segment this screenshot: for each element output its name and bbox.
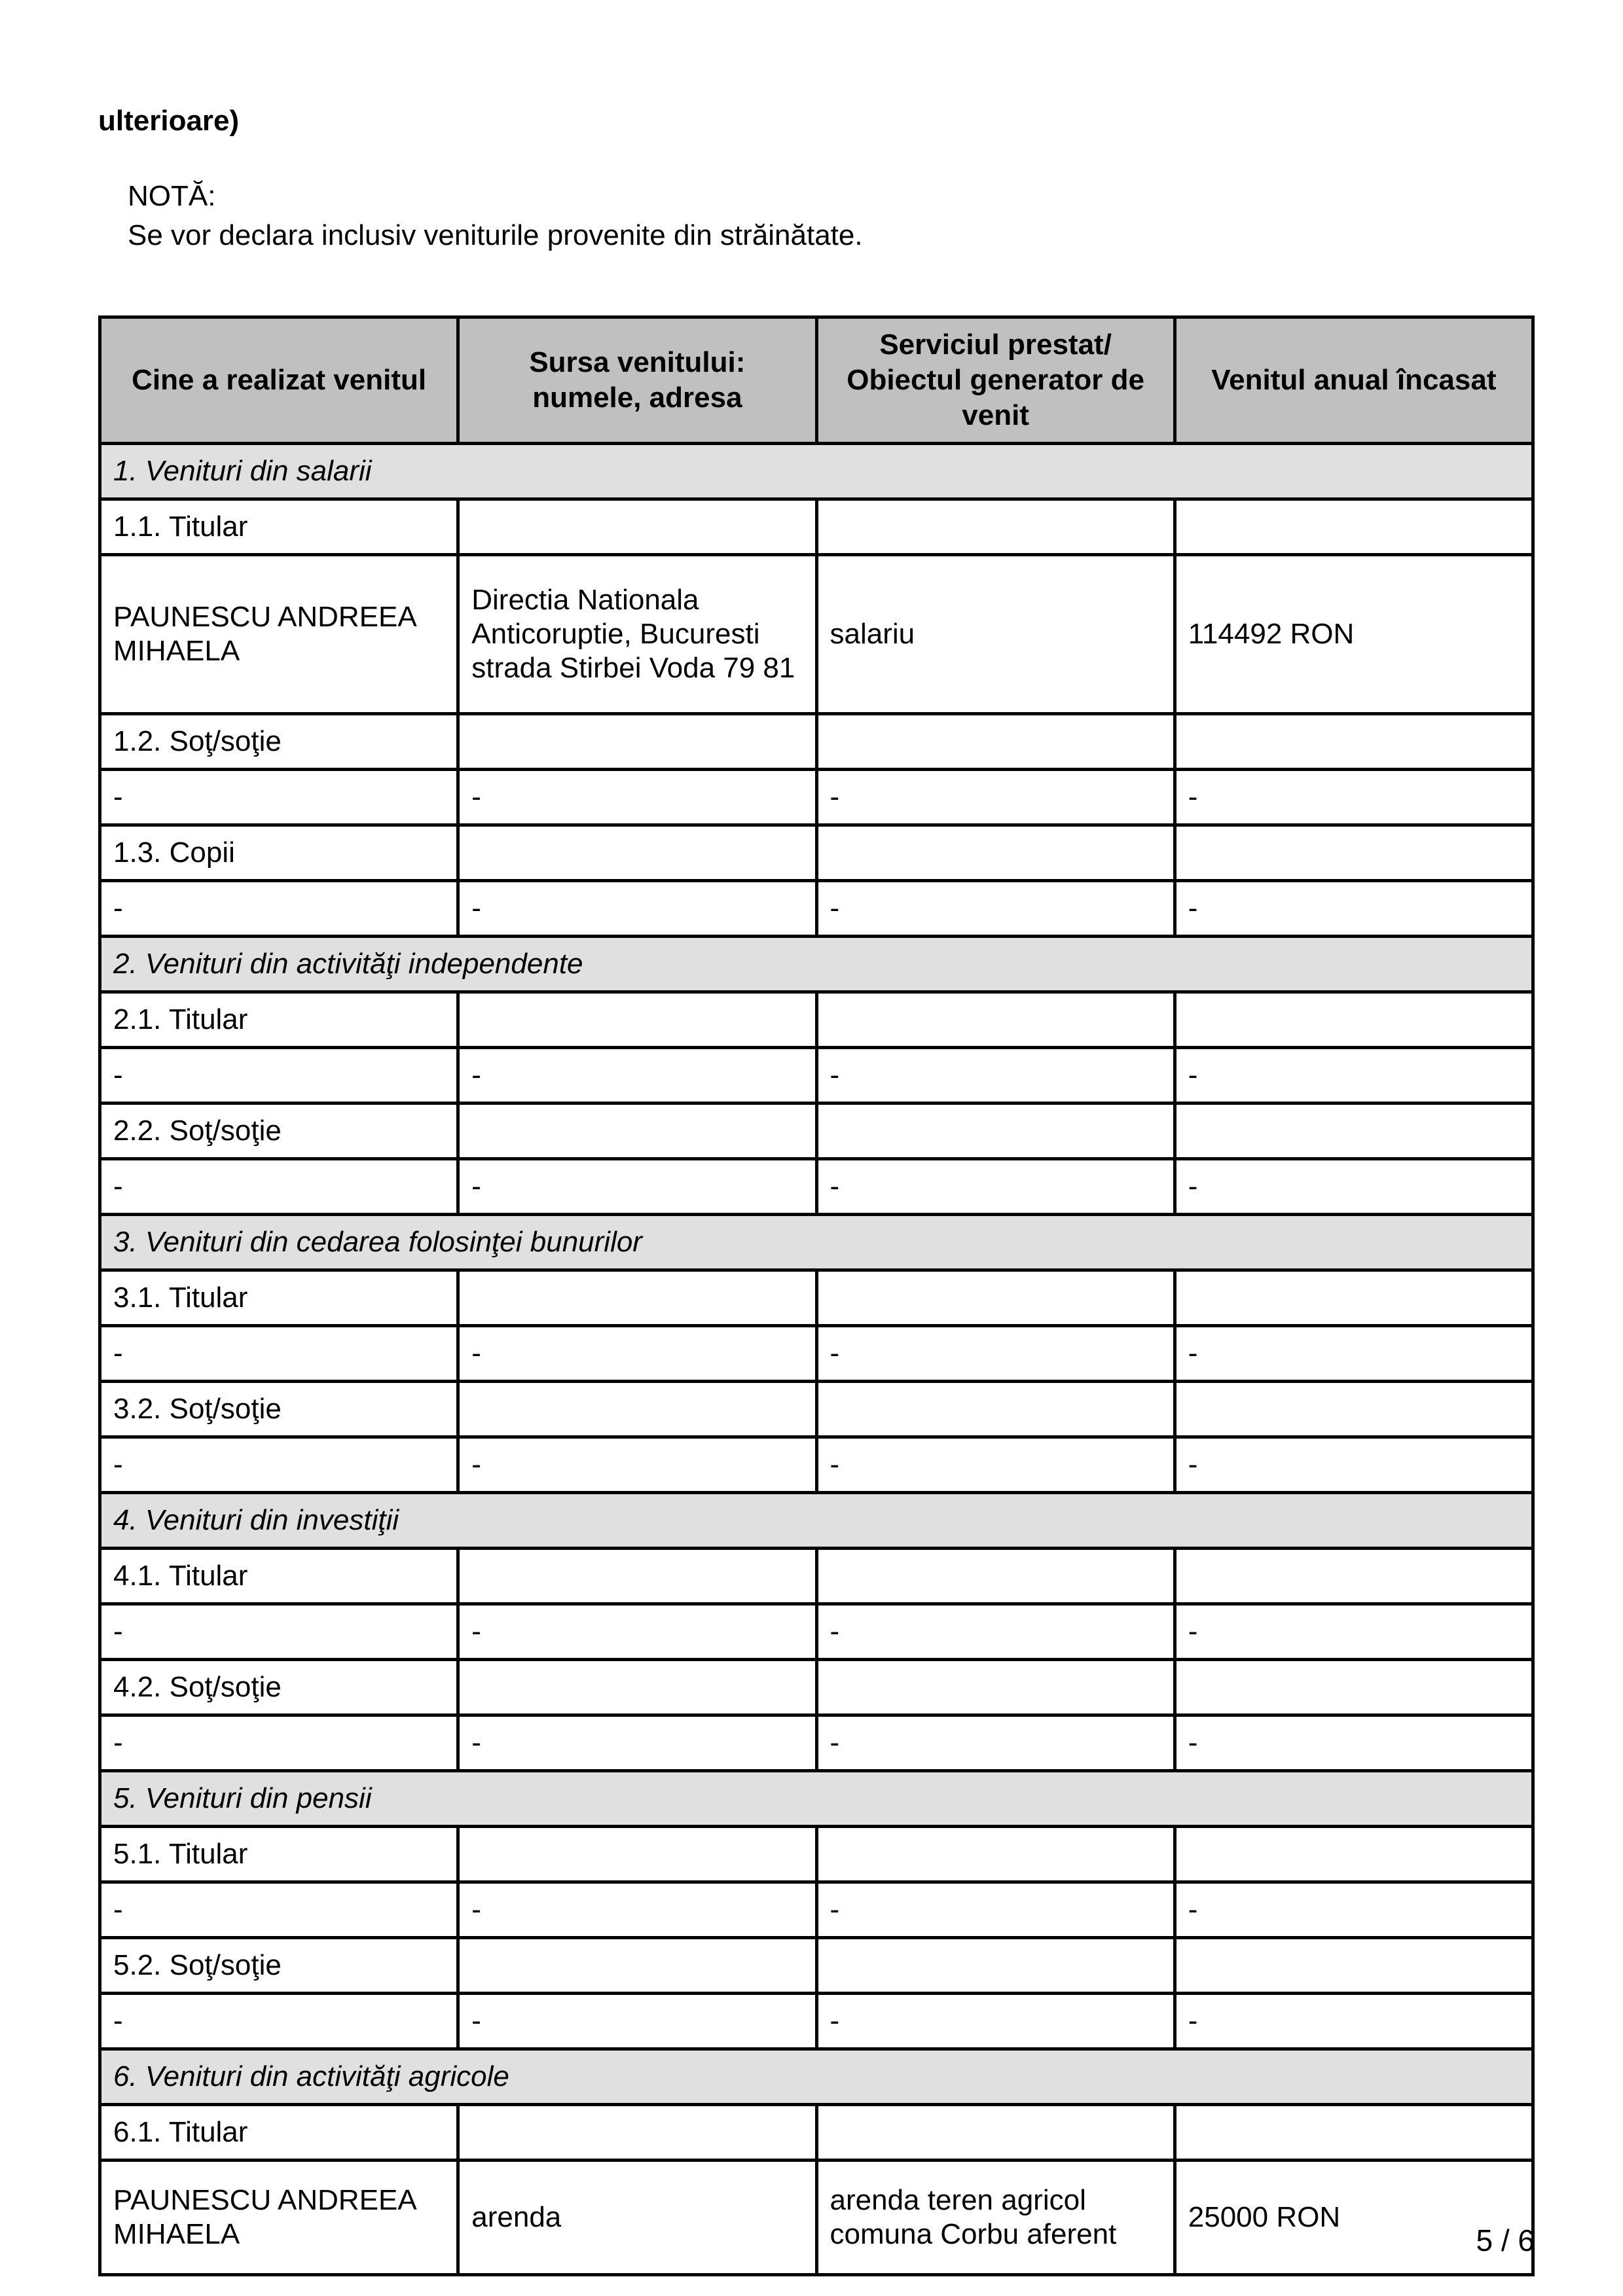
section-title: 6. Venituri din activităţi agricole bbox=[100, 2049, 1533, 2105]
cell-income bbox=[1175, 1103, 1533, 1159]
cell-source: - bbox=[458, 881, 816, 937]
cell-service bbox=[816, 825, 1175, 881]
cell-service: salariu bbox=[816, 555, 1175, 714]
section-row bbox=[100, 1493, 1533, 1549]
table-row bbox=[100, 1994, 1533, 2049]
cell-source bbox=[458, 499, 816, 555]
cell-who: - bbox=[100, 1715, 458, 1771]
cell-who: - bbox=[100, 1048, 458, 1103]
table-row bbox=[100, 1048, 1533, 1103]
cell-service: arenda teren agricol comuna Corbu aferent bbox=[816, 2161, 1175, 2275]
table-row bbox=[100, 1159, 1533, 1215]
cell-service: - bbox=[816, 1882, 1175, 1938]
income-table bbox=[98, 315, 1535, 2276]
cell-income: - bbox=[1175, 1159, 1533, 1215]
section-title: 5. Venituri din pensii bbox=[100, 1771, 1533, 1827]
cell-income: - bbox=[1175, 881, 1533, 937]
cell-source: - bbox=[458, 770, 816, 825]
cell-who: - bbox=[100, 1994, 458, 2049]
cell-income: - bbox=[1175, 1994, 1533, 2049]
cell-source: - bbox=[458, 1437, 816, 1493]
cell-service: - bbox=[816, 1994, 1175, 2049]
cell-service bbox=[816, 499, 1175, 555]
cell-who: 5.1. Titular bbox=[100, 1827, 458, 1882]
table-row bbox=[100, 1604, 1533, 1660]
page-number: 5 / 6 bbox=[1476, 2223, 1535, 2257]
cell-service bbox=[816, 714, 1175, 770]
cell-service bbox=[816, 1382, 1175, 1437]
table-row bbox=[100, 881, 1533, 937]
cell-who: 1.3. Copii bbox=[100, 825, 458, 881]
table-row bbox=[100, 825, 1533, 881]
table-row bbox=[100, 1437, 1533, 1493]
cell-who: - bbox=[100, 1882, 458, 1938]
section-row bbox=[100, 444, 1533, 499]
cell-service: - bbox=[816, 1604, 1175, 1660]
cell-income bbox=[1175, 1827, 1533, 1882]
section-heading-continuation: ulterioare) bbox=[98, 105, 240, 137]
cell-income bbox=[1175, 714, 1533, 770]
cell-source bbox=[458, 1382, 816, 1437]
cell-source bbox=[458, 1660, 816, 1715]
section-row bbox=[100, 1771, 1533, 1827]
cell-service: - bbox=[816, 881, 1175, 937]
cell-source bbox=[458, 1549, 816, 1604]
cell-service bbox=[816, 1827, 1175, 1882]
section-row bbox=[100, 2049, 1533, 2105]
cell-income bbox=[1175, 1660, 1533, 1715]
cell-source bbox=[458, 992, 816, 1048]
table-row bbox=[100, 1326, 1533, 1382]
cell-who: PAUNESCU ANDREEA MIHAELA bbox=[100, 555, 458, 714]
table-row bbox=[100, 714, 1533, 770]
section-title: 2. Venituri din activităţi independente bbox=[100, 937, 1533, 992]
cell-source: - bbox=[458, 1159, 816, 1215]
cell-who: 3.1. Titular bbox=[100, 1270, 458, 1326]
cell-who: - bbox=[100, 1159, 458, 1215]
cell-service bbox=[816, 2105, 1175, 2161]
table-row bbox=[100, 1660, 1533, 1715]
cell-service: - bbox=[816, 1437, 1175, 1493]
cell-service: - bbox=[816, 770, 1175, 825]
table-row bbox=[100, 1270, 1533, 1326]
cell-source bbox=[458, 714, 816, 770]
cell-source: - bbox=[458, 1994, 816, 2049]
cell-income bbox=[1175, 1270, 1533, 1326]
cell-source: arenda bbox=[458, 2161, 816, 2275]
header-row bbox=[100, 317, 1533, 444]
note-label: NOTĂ: bbox=[128, 180, 216, 212]
cell-source bbox=[458, 1270, 816, 1326]
cell-source bbox=[458, 1938, 816, 1994]
cell-service: - bbox=[816, 1326, 1175, 1382]
section-title: 4. Venituri din investiţii bbox=[100, 1493, 1533, 1549]
cell-who: 3.2. Soţ/soţie bbox=[100, 1382, 458, 1437]
income-table-body bbox=[100, 444, 1533, 2275]
table-row bbox=[100, 770, 1533, 825]
cell-income bbox=[1175, 499, 1533, 555]
cell-service bbox=[816, 1103, 1175, 1159]
cell-income bbox=[1175, 2105, 1533, 2161]
cell-income bbox=[1175, 1549, 1533, 1604]
cell-who: - bbox=[100, 1326, 458, 1382]
cell-who: - bbox=[100, 770, 458, 825]
cell-service: - bbox=[816, 1048, 1175, 1103]
cell-income: - bbox=[1175, 1326, 1533, 1382]
cell-source: - bbox=[458, 1882, 816, 1938]
cell-source bbox=[458, 825, 816, 881]
cell-income: 114492 RON bbox=[1175, 555, 1533, 714]
table-row bbox=[100, 1882, 1533, 1938]
cell-service bbox=[816, 1549, 1175, 1604]
table-row bbox=[100, 1827, 1533, 1882]
cell-service bbox=[816, 992, 1175, 1048]
section-row bbox=[100, 937, 1533, 992]
section-row bbox=[100, 1215, 1533, 1270]
cell-source: - bbox=[458, 1715, 816, 1771]
cell-who: - bbox=[100, 881, 458, 937]
column-header-annual-income: Venitul anual încasat bbox=[1175, 317, 1533, 444]
table-row bbox=[100, 499, 1533, 555]
cell-income: - bbox=[1175, 1604, 1533, 1660]
note-text: Se vor declara inclusiv veniturile provenite din străinătate. bbox=[128, 219, 863, 251]
cell-source bbox=[458, 2105, 816, 2161]
cell-who: 5.2. Soţ/soţie bbox=[100, 1938, 458, 1994]
cell-income bbox=[1175, 825, 1533, 881]
income-table-header bbox=[100, 317, 1533, 444]
table-row bbox=[100, 1103, 1533, 1159]
table-row bbox=[100, 2161, 1533, 2275]
column-header-service: Serviciul prestat/ Obiectul generator de venit bbox=[816, 317, 1175, 444]
table-row bbox=[100, 1715, 1533, 1771]
cell-who: 2.1. Titular bbox=[100, 992, 458, 1048]
cell-who: - bbox=[100, 1437, 458, 1493]
cell-source: - bbox=[458, 1048, 816, 1103]
cell-source: - bbox=[458, 1326, 816, 1382]
cell-income bbox=[1175, 1938, 1533, 1994]
section-title: 1. Venituri din salarii bbox=[100, 444, 1533, 499]
cell-who: 1.1. Titular bbox=[100, 499, 458, 555]
table-row bbox=[100, 1549, 1533, 1604]
table-row bbox=[100, 1382, 1533, 1437]
table-row bbox=[100, 2105, 1533, 2161]
cell-service: - bbox=[816, 1159, 1175, 1215]
column-header-who: Cine a realizat venitul bbox=[100, 317, 458, 444]
cell-service: - bbox=[816, 1715, 1175, 1771]
cell-source: - bbox=[458, 1604, 816, 1660]
cell-source bbox=[458, 1827, 816, 1882]
table-row bbox=[100, 555, 1533, 714]
table-row bbox=[100, 992, 1533, 1048]
cell-service bbox=[816, 1660, 1175, 1715]
cell-income: - bbox=[1175, 770, 1533, 825]
cell-who: - bbox=[100, 1604, 458, 1660]
section-title: 3. Venituri din cedarea folosinţei bunurilor bbox=[100, 1215, 1533, 1270]
cell-income bbox=[1175, 1382, 1533, 1437]
cell-income: - bbox=[1175, 1437, 1533, 1493]
column-header-source: Sursa venitului: numele, adresa bbox=[458, 317, 816, 444]
cell-income: - bbox=[1175, 1882, 1533, 1938]
note-block bbox=[128, 177, 863, 255]
cell-income: - bbox=[1175, 1715, 1533, 1771]
cell-income: 25000 RON bbox=[1175, 2161, 1533, 2275]
cell-who: 4.2. Soţ/soţie bbox=[100, 1660, 458, 1715]
cell-service bbox=[816, 1270, 1175, 1326]
cell-source: Directia Nationala Anticoruptie, Bucuresti strada Stirbei Voda 79 81 bbox=[458, 555, 816, 714]
table-row bbox=[100, 1938, 1533, 1994]
cell-who: 6.1. Titular bbox=[100, 2105, 458, 2161]
cell-who: 4.1. Titular bbox=[100, 1549, 458, 1604]
cell-income bbox=[1175, 992, 1533, 1048]
cell-source bbox=[458, 1103, 816, 1159]
cell-service bbox=[816, 1938, 1175, 1994]
cell-income: - bbox=[1175, 1048, 1533, 1103]
cell-who: 1.2. Soţ/soţie bbox=[100, 714, 458, 770]
cell-who: 2.2. Soţ/soţie bbox=[100, 1103, 458, 1159]
cell-who: PAUNESCU ANDREEA MIHAELA bbox=[100, 2161, 458, 2275]
